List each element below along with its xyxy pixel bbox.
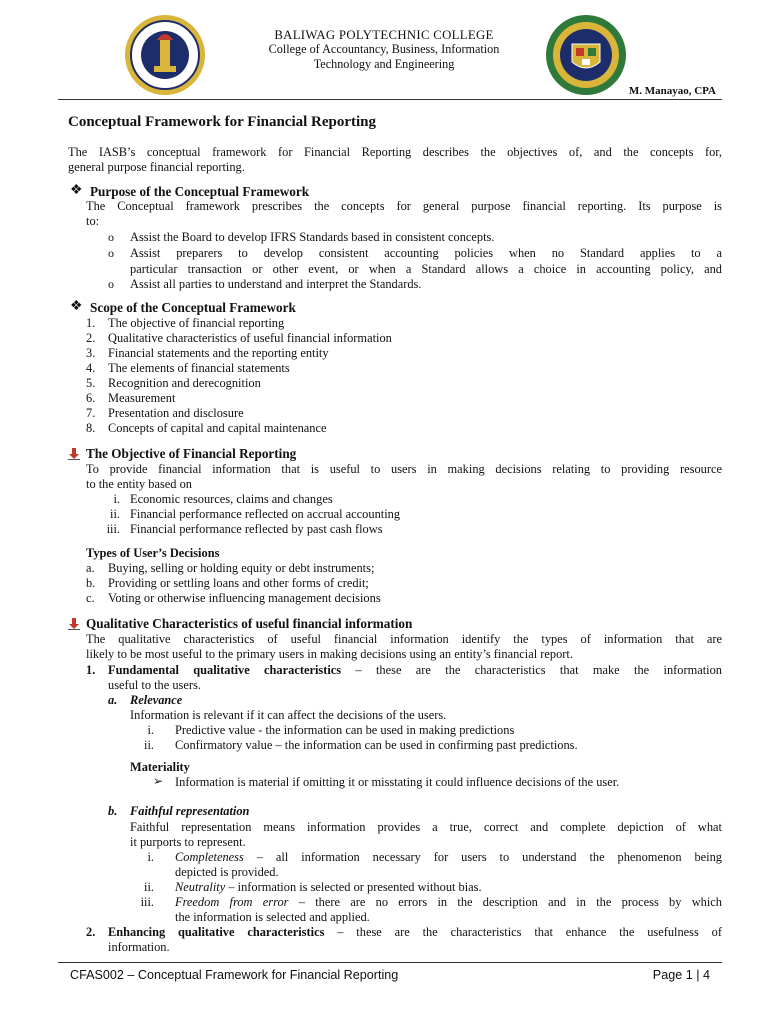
scope-item: Financial statements and the reporting entity — [108, 346, 329, 360]
document-title: Conceptual Framework for Financial Reporting — [68, 114, 377, 130]
roman-numeral: i. — [147, 850, 154, 864]
scope-heading: Scope of the Conceptual Framework — [90, 300, 296, 315]
roman-numeral: i. — [147, 723, 154, 737]
objective-basis-item: Economic resources, claims and changes — [130, 492, 333, 506]
department-name-line2: Technology and Engineering — [313, 57, 455, 71]
scope-number: 8. — [86, 421, 96, 435]
qualitative-paragraph-line2: likely to be most useful to the primary users in making decisions using an entity’s financial report. — [86, 647, 573, 661]
roman-numeral: i. — [113, 492, 120, 506]
scope-number: 5. — [86, 376, 96, 390]
author-name: M. Manayao, CPA — [628, 85, 716, 97]
footer-page-number: Page 1 | 4 — [652, 968, 710, 982]
circle-bullet-icon: o — [108, 277, 114, 291]
footer-course-title: CFAS002 – Conceptual Framework for Financial Reporting — [70, 968, 399, 982]
circle-bullet-icon: o — [108, 230, 114, 244]
scope-item: Concepts of capital and capital maintenance — [108, 421, 327, 435]
decision-type-item: Buying, selling or holding equity or debt instruments; — [108, 561, 375, 575]
enhancing-number: 2. — [86, 925, 96, 939]
scope-number: 6. — [86, 391, 96, 405]
completeness-line1 — [175, 850, 722, 865]
completeness-definition: – all information necessary for users to understand the phenomenon being — [243, 850, 722, 864]
neutrality-line — [175, 880, 482, 895]
objective-heading: The Objective of Financial Reporting — [86, 446, 297, 461]
scope-item: Presentation and disclosure — [108, 406, 244, 420]
college-seal-logo — [124, 14, 206, 96]
scope-number: 3. — [86, 346, 96, 360]
objective-paragraph-line2: to the entity based on — [86, 477, 192, 491]
intro-line2: general purpose financial reporting. — [68, 160, 245, 174]
relevance-label: a. — [108, 693, 118, 707]
college-name: BALIWAG POLYTECHNIC COLLEGE — [274, 28, 494, 42]
scope-number: 7. — [86, 406, 96, 420]
scope-number: 1. — [86, 316, 96, 330]
enhancing-definition: – these are the characteristics that enhance the usefulness of — [324, 925, 722, 939]
qualitative-paragraph-line1: The qualitative characteristics of useful financial information identify the types of information that are — [86, 632, 722, 646]
materiality-heading: Materiality — [130, 760, 190, 774]
faithful-label: b. — [108, 804, 118, 818]
purpose-paragraph-line2: to: — [86, 214, 100, 228]
enhancing-line2: information. — [108, 940, 170, 954]
faithful-paragraph-line2: it purports to represent. — [130, 835, 246, 849]
scope-item: The objective of financial reporting — [108, 316, 285, 330]
roman-numeral: ii. — [110, 507, 120, 521]
objective-basis-item: Financial performance reflected on accrual accounting — [130, 507, 401, 521]
completeness-term: Completeness — [175, 850, 244, 864]
relevance-item: Confirmatory value – the information can be used in confirming past predictions. — [175, 738, 578, 752]
scope-number: 2. — [86, 331, 96, 345]
enhancing-term: Enhancing qualitative characteristics — [108, 925, 325, 939]
faithful-paragraph-line1: Faithful representation means information provides a true, correct and complete depiction of what — [130, 820, 722, 834]
intro-line1: The IASB’s conceptual framework for Financial Reporting describes the objectives of, and the concepts for, — [68, 145, 722, 159]
faithful-heading: Faithful representation — [130, 804, 250, 818]
purpose-item-1: Assist the Board to develop IFRS Standards based in consistent concepts. — [130, 230, 495, 244]
diamond-bullet-icon: ❖ — [70, 183, 83, 198]
qualitative-heading: Qualitative Characteristics of useful financial information — [86, 616, 413, 631]
letter-label: b. — [86, 576, 96, 590]
completeness-line2: depicted is provided. — [175, 865, 279, 879]
scope-item: Recognition and derecognition — [108, 376, 261, 390]
neutrality-term: Neutrality — [175, 880, 226, 894]
decision-type-item: Providing or settling loans and other forms of credit; — [108, 576, 369, 590]
scope-item: Qualitative characteristics of useful financial information — [108, 331, 392, 345]
fundamental-line2: useful to the users. — [108, 678, 201, 692]
decision-type-item: Voting or otherwise influencing management decisions — [108, 591, 381, 605]
purpose-item-2-line1: Assist preparers to develop consistent accounting policies when no Standard applies to a — [130, 246, 722, 260]
roman-numeral: ii. — [144, 880, 154, 894]
header-divider — [58, 99, 722, 100]
purpose-item-2-line2: particular transaction or other event, or when a Standard allows a choice in accounting policy, and — [130, 262, 722, 276]
relevance-description: Information is relevant if it can affect the decisions of the users. — [130, 708, 447, 722]
freedom-from-error-term: Freedom from error — [175, 895, 289, 909]
scope-number: 4. — [86, 361, 96, 375]
relevance-heading: Relevance — [130, 693, 183, 707]
department-seal-logo — [545, 14, 627, 96]
neutrality-definition: – information is selected or presented without bias. — [225, 880, 482, 894]
purpose-heading: Purpose of the Conceptual Framework — [90, 184, 310, 199]
fundamental-number: 1. — [86, 663, 96, 677]
arrow-bullet-icon: ➢ — [153, 774, 164, 788]
fundamental-definition: – these are the characteristics that make the information — [341, 663, 722, 677]
freedom-from-error-line1 — [175, 895, 722, 910]
freedom-from-error-definition: – there are no errors in the description and in the process by which — [288, 895, 722, 909]
footer-divider — [58, 962, 722, 963]
letter-label: a. — [86, 561, 95, 575]
roman-numeral: iii. — [140, 895, 154, 909]
fundamental-term: Fundamental qualitative characteristics — [108, 663, 342, 677]
roman-numeral: iii. — [106, 522, 120, 536]
roman-numeral: ii. — [144, 738, 154, 752]
circle-bullet-icon: o — [108, 246, 114, 260]
materiality-description: Information is material if omitting it or misstating it could influence decisions of the user. — [175, 775, 620, 789]
freedom-from-error-line2: the information is selected and applied. — [175, 910, 370, 924]
types-of-decisions-heading: Types of User’s Decisions — [86, 546, 220, 560]
down-arrow-bullet-icon — [68, 618, 80, 630]
fundamental-line1 — [108, 663, 722, 678]
objective-basis-item: Financial performance reflected by past cash flows — [130, 522, 383, 536]
relevance-item: Predictive value - the information can be used in making predictions — [175, 723, 515, 737]
letter-label: c. — [86, 591, 95, 605]
department-name-line1: College of Accountancy, Business, Information — [268, 42, 500, 56]
enhancing-line1 — [108, 925, 722, 940]
scope-item: The elements of financial statements — [108, 361, 290, 375]
objective-paragraph-line1: To provide financial information that is useful to users in making decisions relating to providing resource — [86, 462, 722, 476]
purpose-paragraph-line1: The Conceptual framework prescribes the concepts for general purpose financial reporting. Its purpose is — [86, 199, 722, 213]
purpose-item-3: Assist all parties to understand and interpret the Standards. — [130, 277, 422, 291]
diamond-bullet-icon: ❖ — [70, 299, 83, 314]
down-arrow-bullet-icon — [68, 448, 80, 460]
scope-item: Measurement — [108, 391, 176, 405]
